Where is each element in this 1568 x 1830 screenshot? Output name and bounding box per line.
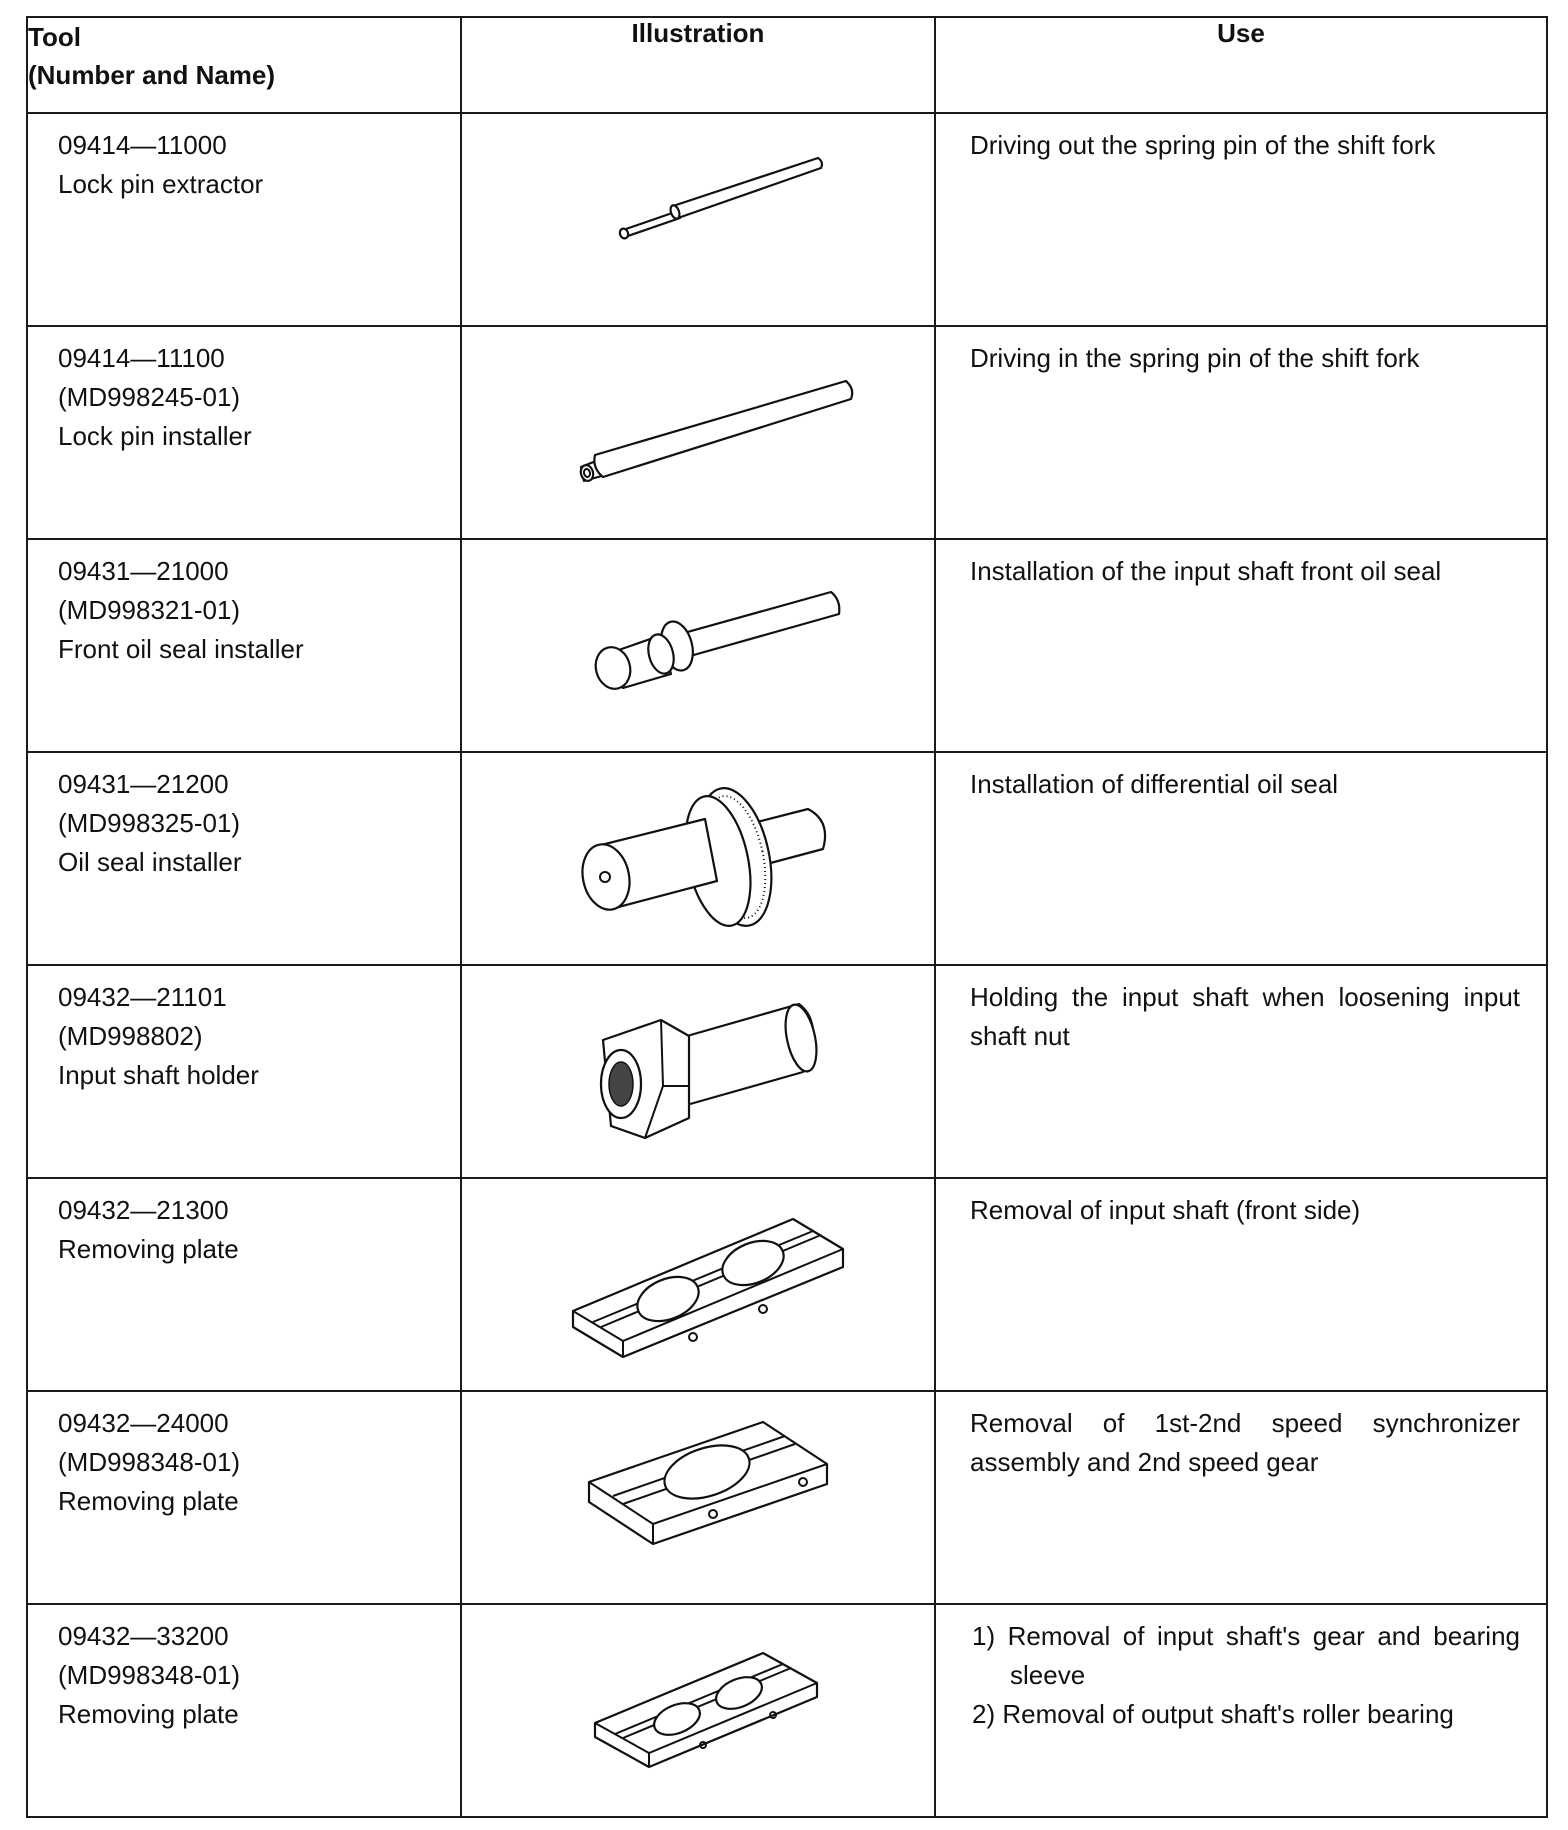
use-list — [970, 1617, 1520, 1734]
use-cell: Holding the input shaft when loosening input shaft nut — [935, 965, 1547, 1178]
illustration-cell — [461, 326, 935, 539]
use-list-item: 2) Removal of output shaft's roller bearing — [972, 1699, 1454, 1729]
tool-number: 09432—21101 — [58, 982, 227, 1012]
tool-code: (MD998245-01) — [58, 382, 241, 412]
use-cell — [935, 1604, 1547, 1817]
tool-cell — [27, 965, 461, 1178]
tool-cell — [27, 113, 461, 326]
tool-name: Input shaft holder — [58, 1060, 259, 1090]
oil-seal-installer-icon — [462, 753, 934, 962]
illustration-cell — [461, 1604, 935, 1817]
use-cell: Installation of differential oil seal — [935, 752, 1547, 965]
use-list-item: 1) Removal of input shaft's gear and bearing sleeve — [972, 1621, 1520, 1690]
tool-number: 09431—21000 — [58, 556, 229, 586]
tool-number: 09432—21300 — [58, 1195, 229, 1225]
header-tool — [27, 17, 461, 113]
tool-code: (MD998348-01) — [58, 1447, 241, 1477]
tool-cell — [27, 1604, 461, 1817]
table-row — [27, 539, 1547, 752]
tool-cell — [27, 752, 461, 965]
front-oil-seal-installer-icon — [462, 540, 934, 749]
header-use: Use — [935, 17, 1547, 113]
tool-number: 09414—11000 — [58, 130, 227, 160]
table-row — [27, 752, 1547, 965]
header-tool-line1: Tool — [28, 22, 81, 52]
tool-code: (MD998348-01) — [58, 1660, 241, 1690]
lock-pin-extractor-icon — [462, 114, 934, 323]
tool-cell — [27, 326, 461, 539]
illustration-cell — [461, 1178, 935, 1391]
tool-number: 09432—24000 — [58, 1408, 229, 1438]
table-row — [27, 113, 1547, 326]
special-tools-table — [26, 16, 1548, 1818]
tool-cell — [27, 539, 461, 752]
removing-plate-two-hole-icon — [462, 1179, 934, 1388]
table-row — [27, 326, 1547, 539]
removing-plate-small-icon — [462, 1605, 934, 1814]
use-cell: Removal of 1st-2nd speed synchronizer assembly and 2nd speed gear — [935, 1391, 1547, 1604]
tool-number: 09432—33200 — [58, 1621, 229, 1651]
use-cell: Removal of input shaft (front side) — [935, 1178, 1547, 1391]
header-illustration: Illustration — [461, 17, 935, 113]
tool-name: Lock pin installer — [58, 421, 252, 451]
use-cell: Driving in the spring pin of the shift fork — [935, 326, 1547, 539]
lock-pin-installer-icon — [462, 327, 934, 536]
tool-number: 09431—21200 — [58, 769, 229, 799]
table-row — [27, 1391, 1547, 1604]
tool-cell — [27, 1178, 461, 1391]
tool-name: Removing plate — [58, 1486, 239, 1516]
illustration-cell — [461, 752, 935, 965]
tool-name: Removing plate — [58, 1234, 239, 1264]
tool-name: Front oil seal installer — [58, 634, 304, 664]
use-cell: Driving out the spring pin of the shift fork — [935, 113, 1547, 326]
tool-code: (MD998321-01) — [58, 595, 241, 625]
tool-name: Oil seal installer — [58, 847, 242, 877]
table-row — [27, 965, 1547, 1178]
table-header-row — [27, 17, 1547, 113]
use-cell: Installation of the input shaft front oil seal — [935, 539, 1547, 752]
tool-code: (MD998325-01) — [58, 808, 241, 838]
illustration-cell — [461, 965, 935, 1178]
illustration-cell — [461, 539, 935, 752]
table-row — [27, 1178, 1547, 1391]
tool-cell — [27, 1391, 461, 1604]
header-tool-line2: (Number and Name) — [28, 60, 276, 90]
illustration-cell — [461, 113, 935, 326]
tool-name: Lock pin extractor — [58, 169, 264, 199]
tool-name: Removing plate — [58, 1699, 239, 1729]
tool-number: 09414—11100 — [58, 343, 225, 373]
illustration-cell — [461, 1391, 935, 1604]
input-shaft-holder-icon — [462, 966, 934, 1175]
tool-code: (MD998802) — [58, 1021, 203, 1051]
table-row — [27, 1604, 1547, 1817]
removing-plate-one-hole-icon — [462, 1392, 934, 1601]
